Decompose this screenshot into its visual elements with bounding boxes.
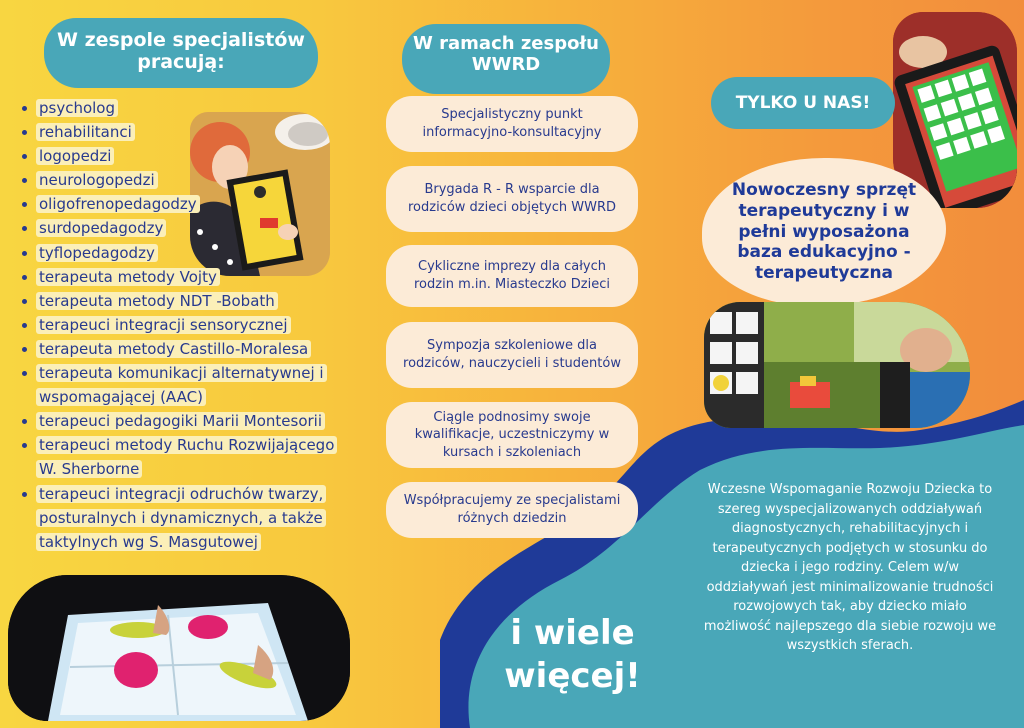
child-wheelchair-photo — [704, 302, 970, 428]
list-item: neurologopedzi — [18, 168, 353, 192]
equipment-heading — [702, 158, 946, 306]
list-item: surdopedagodzy — [18, 216, 353, 240]
list-item: rehabilitanci — [18, 120, 353, 144]
wwrd-item: Ciągle podnosimy swoje kwalifikacje, uczestniczymy w kursach i szkoleniach — [386, 402, 638, 468]
specialists-list — [18, 96, 353, 554]
wwrd-item: Sympozja szkoleniowe dla rodziców, nauczycieli i studentów — [386, 322, 638, 388]
light-table-photo — [8, 575, 350, 721]
wwrd-team-title: W ramach zespołu WWRD — [402, 24, 610, 94]
wwrd-description: Wczesne Wspomaganie Rozwoju Dziecka to szereg wyspecjalizowanych oddziaływań diagnostycznych, rehabilitacyjnych i terapeutycznych podjętych w stosunku do dziecka i jego rodziny. Celem w/w oddziaływań jest minimalizowanie trudności rozwojowych tak, aby dziecko miało możliwość najlepszego dla siebie rozwoju we wszystkich sferach. — [703, 482, 997, 653]
list-item: terapeuta metody NDT -Bobath — [18, 289, 353, 313]
list-item: terapeuta metody Castillo-Moralesa — [18, 337, 353, 361]
wwrd-item: Brygada R - R wsparcie dla rodziców dzieci objętych WWRD — [386, 166, 638, 232]
list-item: logopedzi — [18, 144, 353, 168]
wwrd-item: Specjalistyczny punkt informacyjno-konsultacyjny — [386, 96, 638, 152]
list-item: oligofrenopedagodzy — [18, 192, 353, 216]
list-item: terapeuci metody Ruchu Rozwijającego W. Sherborne — [18, 433, 353, 481]
list-item: terapeuta komunikacji alternatywnej i wspomagającej (AAC) — [18, 361, 353, 409]
list-item: terapeuci integracji odruchów twarzy, posturalnych i dynamicznych, a także taktylnych wg S. Masgutowej — [18, 482, 353, 554]
list-item: tyflopedagodzy — [18, 241, 353, 265]
wwrd-item: Współpracujemy ze specjalistami różnych dziedzin — [386, 482, 638, 538]
list-item: terapeuci pedagogiki Marii Montesorii — [18, 409, 353, 433]
only-here-badge: TYLKO U NAS! — [711, 77, 895, 129]
and-more-text: i wiele więcej! — [504, 613, 641, 696]
list-item: psycholog — [18, 96, 353, 120]
wwrd-item: Cykliczne imprezy dla całych rodzin m.in. Miasteczko Dzieci — [386, 245, 638, 307]
list-item: terapeuci integracji sensorycznej — [18, 313, 353, 337]
equipment-heading-text: Nowoczesny sprzęt terapeutyczny i w pełni wyposażona baza edukacyjno - terapeutyczna — [731, 180, 917, 284]
list-item: terapeuta metody Vojty — [18, 265, 353, 289]
specialists-title: W zespole specjalistów pracują: — [44, 18, 318, 88]
